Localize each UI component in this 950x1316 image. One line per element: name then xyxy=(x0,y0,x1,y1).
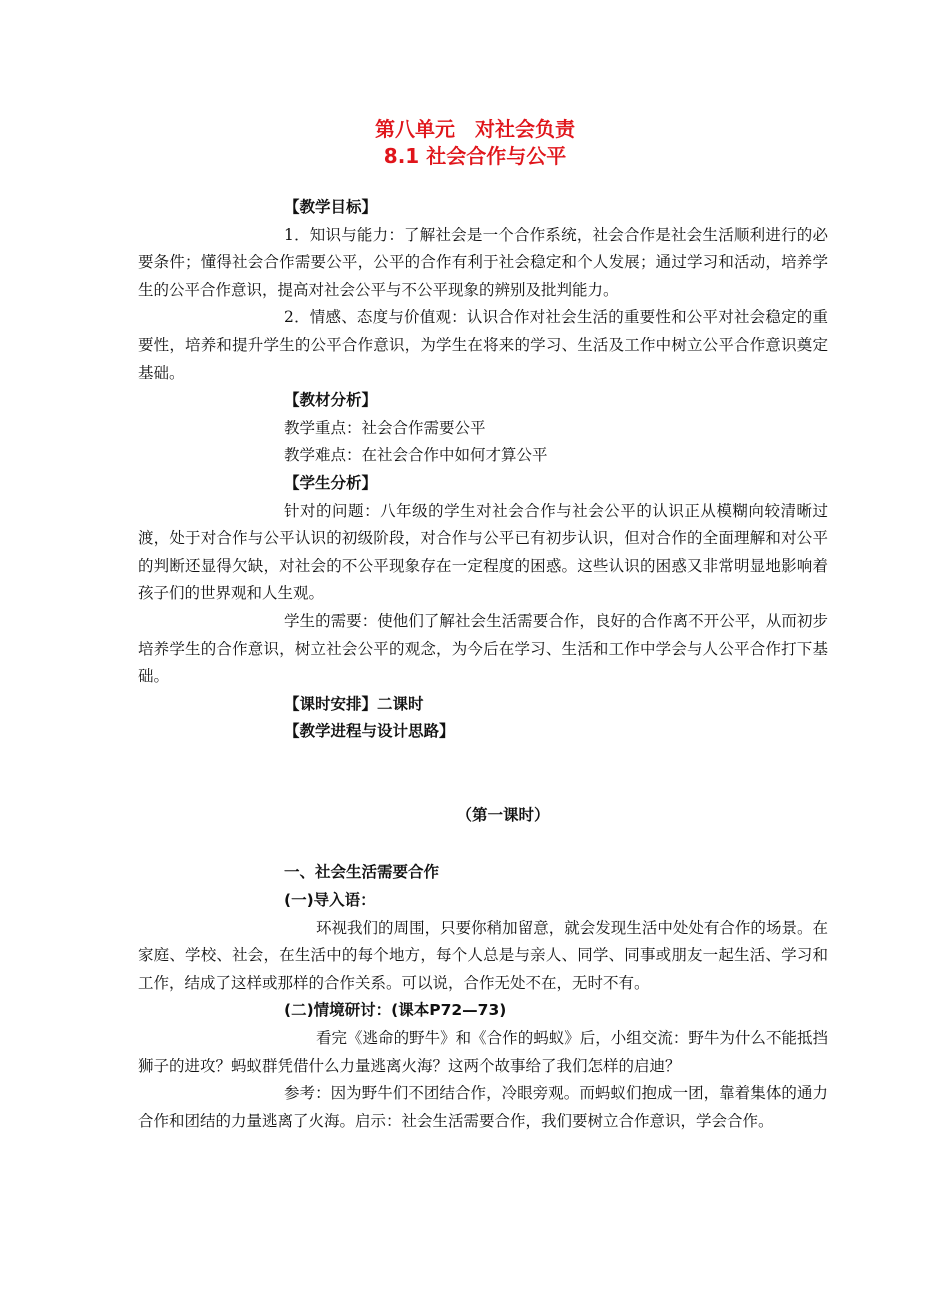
lesson-title: 8.1 社会合作与公平 xyxy=(383,144,567,168)
student-problem: 针对的问题：八年级的学生对社会合作与社会公平的认识正从模糊向较清晰过渡，处于对合作与公平认识的初级阶段，对合作与公平已有初步认识，但对合作的全面理解和对公平的判断还显得欠缺，对社会的不公平现象存在一定程度的困惑。这些认识的困惑又非常明显地影响着孩子们的世界观和人生观。 xyxy=(138,501,828,603)
intro-text: 环视我们的周围，只要你稍加留意，就会发现生活中处处有合作的场景。在家庭、学校、社会，在生活中的每个地方，每个人总是与亲人、同学、同事或朋友一起生活、学习和工作，结成了这样或那样的合作关系。可以说，合作无处不在，无时不有。 xyxy=(138,918,828,992)
part-one-heading: 一、社会生活需要合作 xyxy=(284,863,440,882)
goal-knowledge: 1．知识与能力：了解社会是一个合作系统，社会合作是社会生活顺利进行的必要条件；懂得社会合作需要公平，公平的合作有利于社会稳定和个人发展；通过学习和活动，培养学生的公平合作意识，提高对社会公平与不公平现象的辨别及批判能力。 xyxy=(138,225,828,299)
case-text: 看完《逃命的野牛》和《合作的蚂蚁》后，小组交流：野牛为什么不能抵挡狮子的进攻？蚂蚁群凭借什么力量逃离火海？这两个故事给了我们怎样的启迪？ xyxy=(138,1029,828,1075)
intro-heading: (一)导入语： xyxy=(284,891,376,910)
student-need: 学生的需要：使他们了解社会生活需要合作，良好的合作离不开公平，从而初步培养学生的合作意识，树立社会公平的观念，为今后在学习、生活和工作中学会与人公平合作打下基础。 xyxy=(138,611,828,686)
unit-title: 第八单元 对社会负责 xyxy=(375,117,575,141)
key-point: 教学重点：社会合作需要公平 xyxy=(284,418,486,437)
student-heading: 【学生分析】 xyxy=(284,473,378,492)
schedule-heading: 【课时安排】二课时 xyxy=(284,694,424,713)
process-heading: 【教学进程与设计思路】 xyxy=(284,722,455,741)
difficulty-point: 教学难点：在社会合作中如何才算公平 xyxy=(284,446,548,465)
case-heading: (二)情境研讨：(课本P72—73) xyxy=(284,1001,507,1020)
document-body xyxy=(138,194,828,1135)
spacer xyxy=(138,829,828,859)
lesson-one-label: （第一课时） xyxy=(456,805,550,824)
goal-attitude: 2．情感、态度与价值观：认识合作对社会生活的重要性和公平对社会稳定的重要性，培养和提升学生的公平合作意识，为学生在将来的学习、生活及工作中树立公平合作意识奠定基础。 xyxy=(138,308,828,382)
material-heading: 【教材分析】 xyxy=(284,391,378,410)
reference-text: 参考：因为野牛们不团结合作，冷眼旁观。而蚂蚁们抱成一团，靠着集体的通力合作和团结的力量逃离了火海。启示：社会生活需要合作，我们要树立合作意识，学会合作。 xyxy=(138,1084,828,1130)
spacer xyxy=(138,746,828,802)
goals-heading: 【教学目标】 xyxy=(284,198,378,216)
